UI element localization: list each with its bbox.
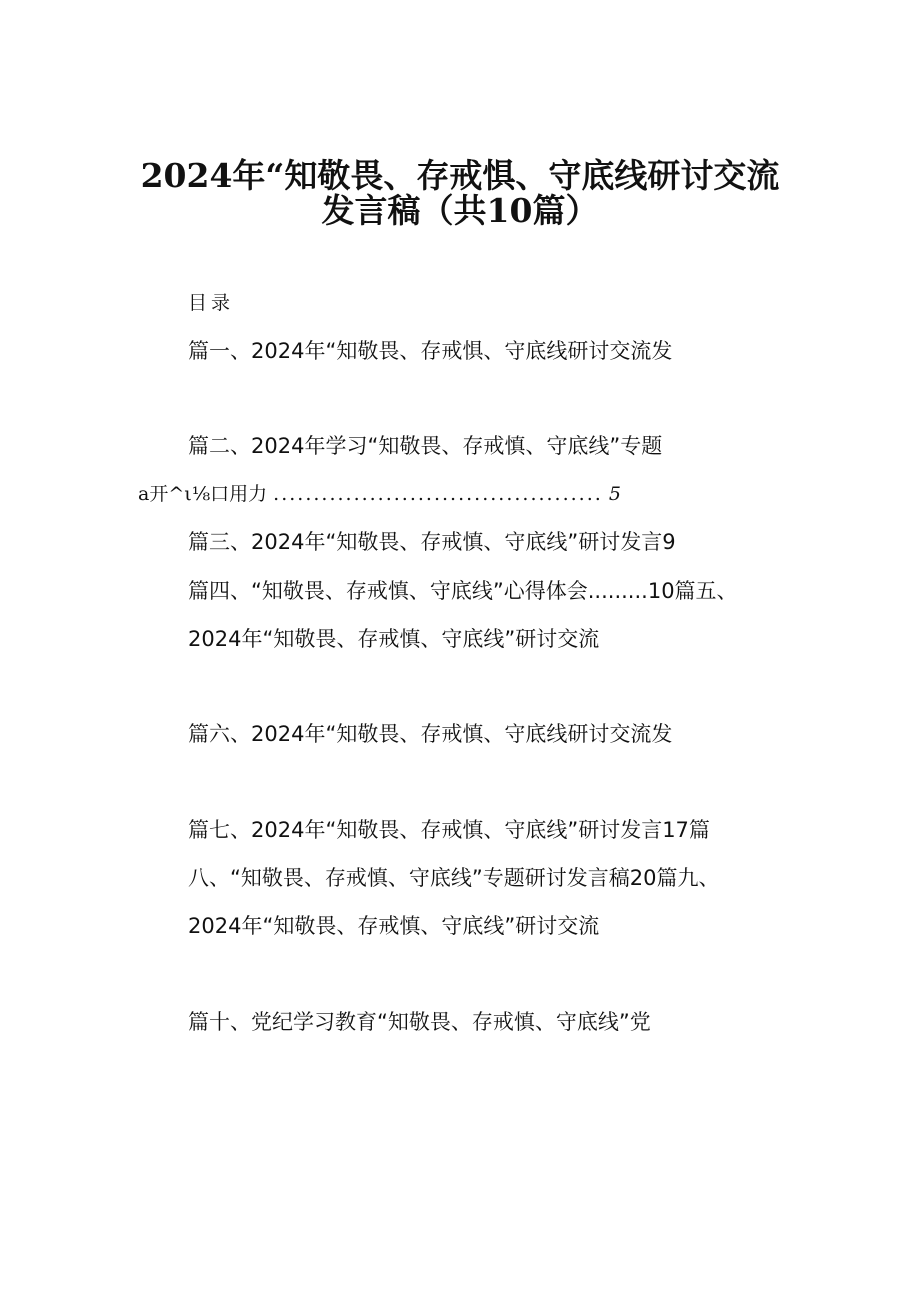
toc-entry-6: 篇六、2024年“知敬畏、存戒慎、守底线研讨交流发	[188, 722, 673, 746]
toc-entry-2: 篇二、2024年学习“知敬畏、存戒慎、守底线”专题	[188, 434, 663, 458]
toc-entry-3: 篇三、2024年“知敬畏、存戒慎、守底线”研讨发言9	[188, 530, 676, 554]
toc-entry-4: 篇四、“知敬畏、存戒慎、守底线”心得体会.........10篇五、	[188, 579, 738, 603]
document-title-line1: 2024年“知敬畏、存戒惧、守底线研讨交流	[140, 156, 780, 195]
toc-entry-7: 篇七、2024年“知敬畏、存戒慎、守底线”研讨发言17篇	[188, 818, 710, 842]
document-title-line2: 发言稿（共10篇）	[321, 191, 599, 230]
toc-entry-8: 八、“知敬畏、存戒慎、守底线”专题研讨发言稿20篇九、	[188, 866, 720, 890]
toc-entry-1: 篇一、2024年“知敬畏、存戒惧、守底线研讨交流发	[188, 339, 673, 363]
page-number: 5	[608, 483, 621, 505]
garbled-text: a开^ι⅛口用力	[138, 483, 268, 505]
toc-heading: 目录	[188, 292, 235, 314]
toc-entry-5: 2024年“知敬畏、存戒慎、守底线”研讨交流	[188, 627, 600, 651]
toc-entry-9: 2024年“知敬畏、存戒慎、守底线”研讨交流	[188, 914, 600, 938]
toc-entry-10: 篇十、党纪学习教育“知敬畏、存戒慎、守底线”党	[188, 1010, 651, 1034]
dot-leader: .........................................	[273, 483, 603, 505]
toc-entry-2-continued	[138, 480, 621, 508]
